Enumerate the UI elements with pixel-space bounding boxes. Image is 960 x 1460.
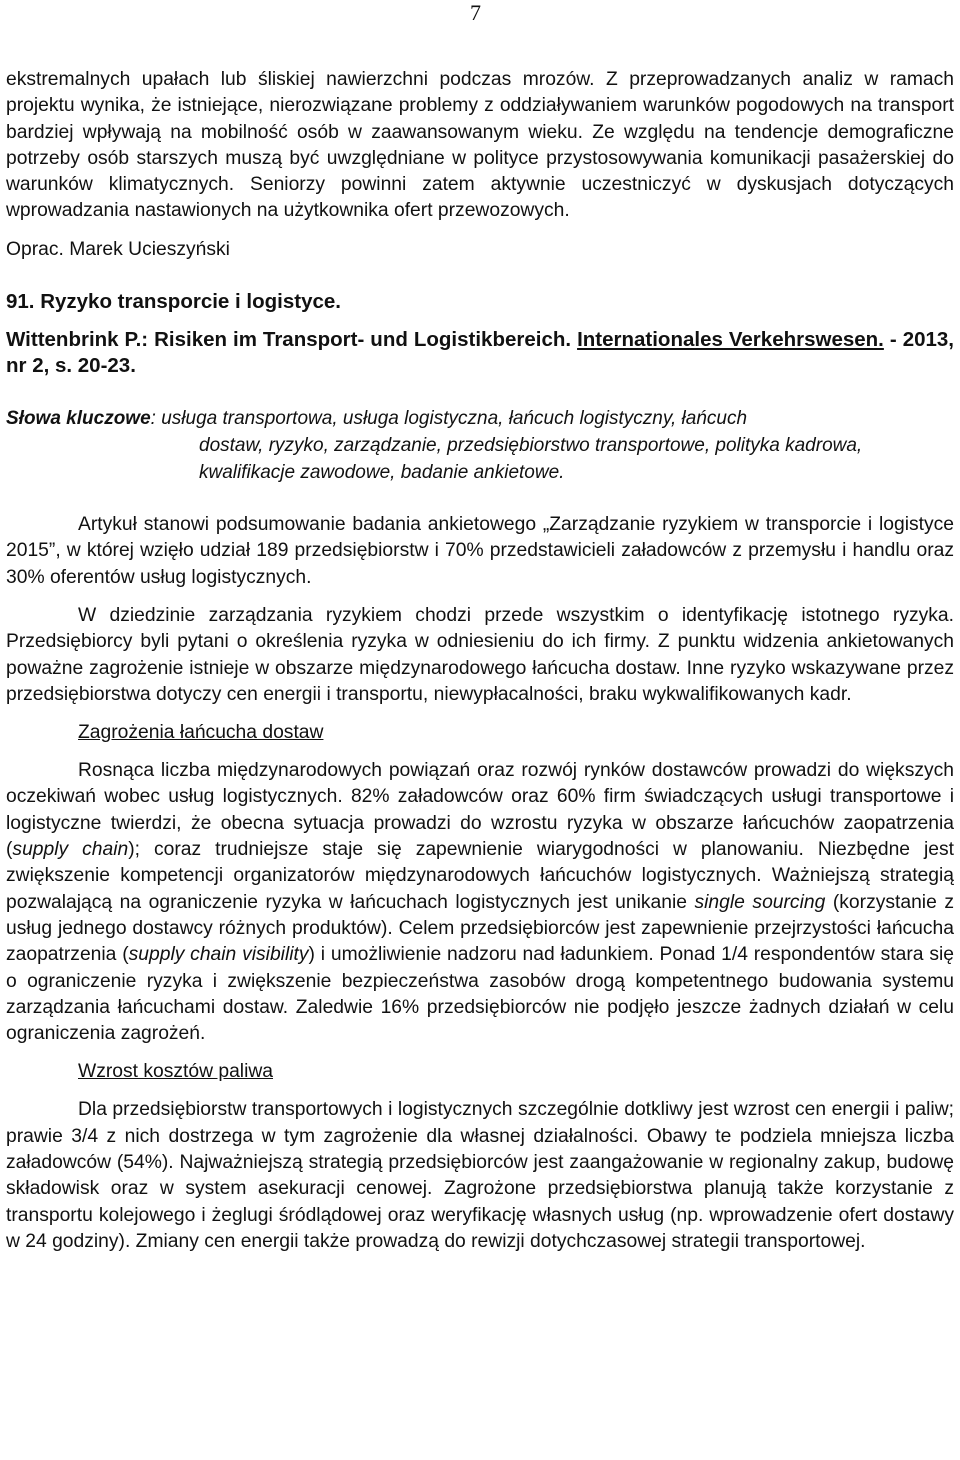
text-run: Rosnąca liczba międzynarodowych powiązań oraz rozwój rynków dostawców prowadzi do większych oczekiwań wobec usług logistycznych. 82% załadowców oraz 60% firm świadczących usługi transportowe i logistyczne twierdzi, że obecna sytuacja prowadzi do wzrostu ryzyka w obszarze łańcuchów zaopatrzenia ( bbox=[6, 760, 954, 861]
article-title: 91. Ryzyko transporcie i logistyce. bbox=[6, 290, 341, 314]
intro-paragraph: ekstremalnych upałach lub śliskiej nawierzchni podczas mrozów. Z przeprowadzanych analiz w ramach projektu wynika, że istniejące, nierozwiązane problemy z oddziaływaniem warunków pogodowych na transport bardziej wpływają na mobilność osób w zaawansowanym wieku. Ze względu na tendencje demograficzne potrzeby osób starszych muszą być uwzględniane w polityce przystosowywania komunikacji pasażerskiej do warunków klimatycznych. Seniorzy powinni zatem aktywnie uczestniczyć w dyskusjach dotyczących wprowadzania nastawionych na użytkownika ofert przewozowych. bbox=[6, 69, 954, 222]
keywords-line1: : usługa transportowa, usługa logistyczna, łańcuch logistyczny, łańcuch bbox=[150, 408, 748, 430]
citation-journal: Internationales Verkehrswesen. bbox=[577, 328, 884, 352]
article-citation bbox=[6, 327, 954, 379]
citation-details: - 2013, nr 2, s. 20-23. bbox=[6, 328, 954, 378]
supply-chain-paragraph bbox=[6, 758, 954, 1047]
fuel-costs-paragraph: Dla przedsiębiorstw transportowych i logistycznych szczególnie dotkliwy jest wzrost cen energii i paliw; prawie 3/4 z nich dostrzega w tym zagrożenie dla własnej działalności. Obawy te podziela mniejsza liczba załadowców (54%). Najważniejszą strategią przedsiębiorców jest zaangażowanie w regionalny zakup, budowę składowisk oraz w system asekuracji cenowej. Zagrożone przedsiębiorstwa planują także korzystanie z transportu kolejowego i żeglugi śródlądowej oraz weryfikację własnych usług (np. wprowadzenie ofert dostawy w 24 godziny). Zmiany cen energii także prowadzą do rewizji dotychczasowej strategii transportowej. bbox=[6, 1099, 954, 1252]
italic-term: single sourcing bbox=[694, 891, 826, 913]
section-heading-fuel-costs: Wzrost kosztów paliwa bbox=[78, 1061, 274, 1083]
citation-author-title: Wittenbrink P.: Risiken im Transport- und Logistikbereich. bbox=[6, 328, 572, 352]
intro-summary-paragraph: Artykuł stanowi podsumowanie badania ankietowego „Zarządzanie ryzykiem w transporcie i logistyce 2015”, w której wzięło udział 189 przedsiębiorstw i 70% przedstawicieli załadowców z przemysłu i handlu oraz 30% oferentów usług logistycznych. bbox=[6, 514, 954, 588]
italic-term: supply chain bbox=[12, 839, 129, 861]
text-run: ) i umożliwienie nadzoru nad ładunkiem. Ponad 1/4 respondentów stara się o ograniczenie ryzyka i zwiększenie bezpieczeństwa zasobów drogą kompetentnego budowania systemu zarządzania łańcuchami dostaw. Zaledwie 16% przedsiębiorców nie podjęło jeszcze żadnych działań w celu ograniczenia zagrożeń. bbox=[6, 944, 954, 1045]
keywords-label: Słowa kluczowe bbox=[6, 408, 151, 430]
text-run: ); coraz trudniejsze staje się zapewnienie wiarygodności w planowaniu. Niezbędne jest zwiększenie kompetencji organizatorów międzynarodowych łańcuchów logistycznych. Ważniejszą strategią pozwalającą na ograniczenie ryzyka w łańcuchach logistycznych jest unikanie bbox=[6, 839, 954, 913]
italic-term: supply chain visibility bbox=[128, 944, 309, 966]
text-run: (korzystanie z usług jednego dostawcy różnych produktów). Celem przedsiębiorców jest zapewnienie przejrzystości łańcucha zaopatrzenia ( bbox=[6, 891, 954, 966]
document-body bbox=[6, 67, 954, 1255]
section-heading-supply-chain: Zagrożenia łańcucha dostaw bbox=[78, 722, 324, 744]
page-number: 7 bbox=[470, 0, 481, 25]
keywords bbox=[6, 405, 954, 486]
author-note: Oprac. Marek Ucieszyński bbox=[6, 238, 230, 260]
risk-paragraph: W dziedzinie zarządzania ryzykiem chodzi przede wszystkim o identyfikację istotnego ryzyka. Przedsiębiorcy byli pytani o określenia ryzyka w odniesieniu do ich firmy. Z punktu widzenia ankietowanych poważne zagrożenie istnieje w obszarze międzynarodowego łańcucha dostaw. Inne ryzyko wskazywane przez przedsiębiorstwa dotyczy cen energii i transportu, niewypłacalności, braku wykwalifikowanych kadr. bbox=[6, 604, 954, 705]
keywords-rest: dostaw, ryzyko, zarządzanie, przedsiębiorstwo transportowe, polityka kadrowa, kwalifikacje zawodowe, badanie ankietowe. bbox=[199, 435, 863, 484]
